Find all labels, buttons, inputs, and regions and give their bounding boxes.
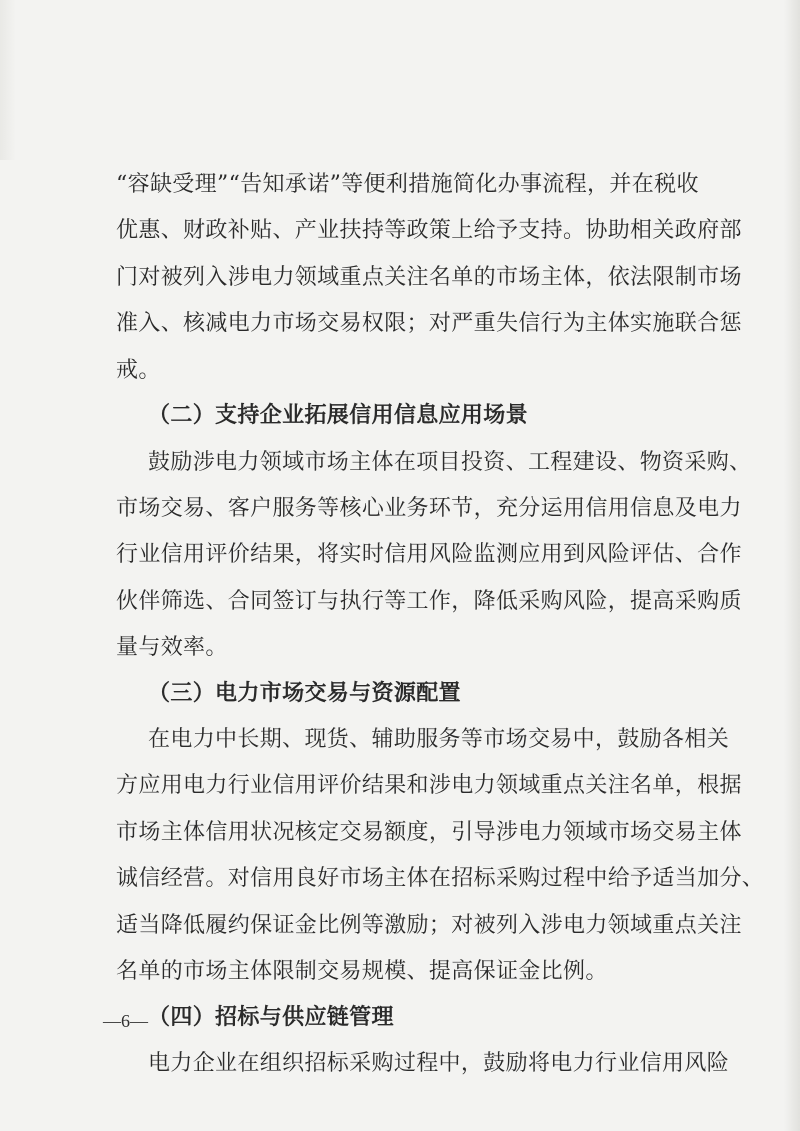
body-line-4: 准入、核减电力市场交易权限；对严重失信行为主体实施联合惩 xyxy=(116,311,742,336)
body-line-16: 诚信经营。对信用良好市场主体在招标采购过程中给予适当加分、 xyxy=(116,866,765,891)
body-line-1: “容缺受理”“告知承诺”等便利措施简化办事流程，并在税收 xyxy=(116,172,699,197)
body-line-9: 行业信用评价结果，将实时信用风险监测应用到风险评估、合作 xyxy=(116,542,742,567)
section-heading-2: （二）支持企业拓展信用信息应用场景 xyxy=(148,403,528,428)
body-line-3: 门对被列入涉电力领域重点关注名单的市场主体，依法限制市场 xyxy=(116,265,742,290)
body-line-18: 名单的市场主体限制交易规模、提高保证金比例。 xyxy=(116,959,608,984)
body-line-11: 量与效率。 xyxy=(116,635,228,660)
body-line-2: 优惠、财政补贴、产业扶持等政策上给予支持。协助相关政府部 xyxy=(116,218,742,243)
scan-shadow-right xyxy=(784,0,800,1131)
body-line-10: 伙伴筛选、合同签订与执行等工作，降低采购风险，提高采购质 xyxy=(116,589,742,614)
body-line-13: 在电力中长期、现货、辅助服务等市场交易中，鼓励各相关 xyxy=(148,727,730,752)
page-number: —6— xyxy=(103,1011,148,1031)
body-line-15: 市场主体信用状况核定交易额度，引导涉电力领域市场交易主体 xyxy=(116,820,742,845)
body-line-17: 适当降低履约保证金比例等激励；对被列入涉电力领域重点关注 xyxy=(116,913,742,938)
body-line-5: 戒。 xyxy=(116,358,161,383)
section-heading-4: （四）招标与供应链管理 xyxy=(148,1005,394,1030)
scan-shadow-left xyxy=(0,0,16,160)
body-line-7: 鼓励涉电力领域市场主体在项目投资、工程建设、物资采购、 xyxy=(148,450,752,475)
section-heading-3: （三）电力市场交易与资源配置 xyxy=(148,681,461,706)
body-line-20: 电力企业在组织招标采购过程中，鼓励将电力行业信用风险 xyxy=(148,1051,730,1076)
body-line-8: 市场交易、客户服务等核心业务环节，充分运用信用信息及电力 xyxy=(116,496,742,521)
body-line-14: 方应用电力行业信用评价结果和涉电力领域重点关注名单，根据 xyxy=(116,773,742,798)
